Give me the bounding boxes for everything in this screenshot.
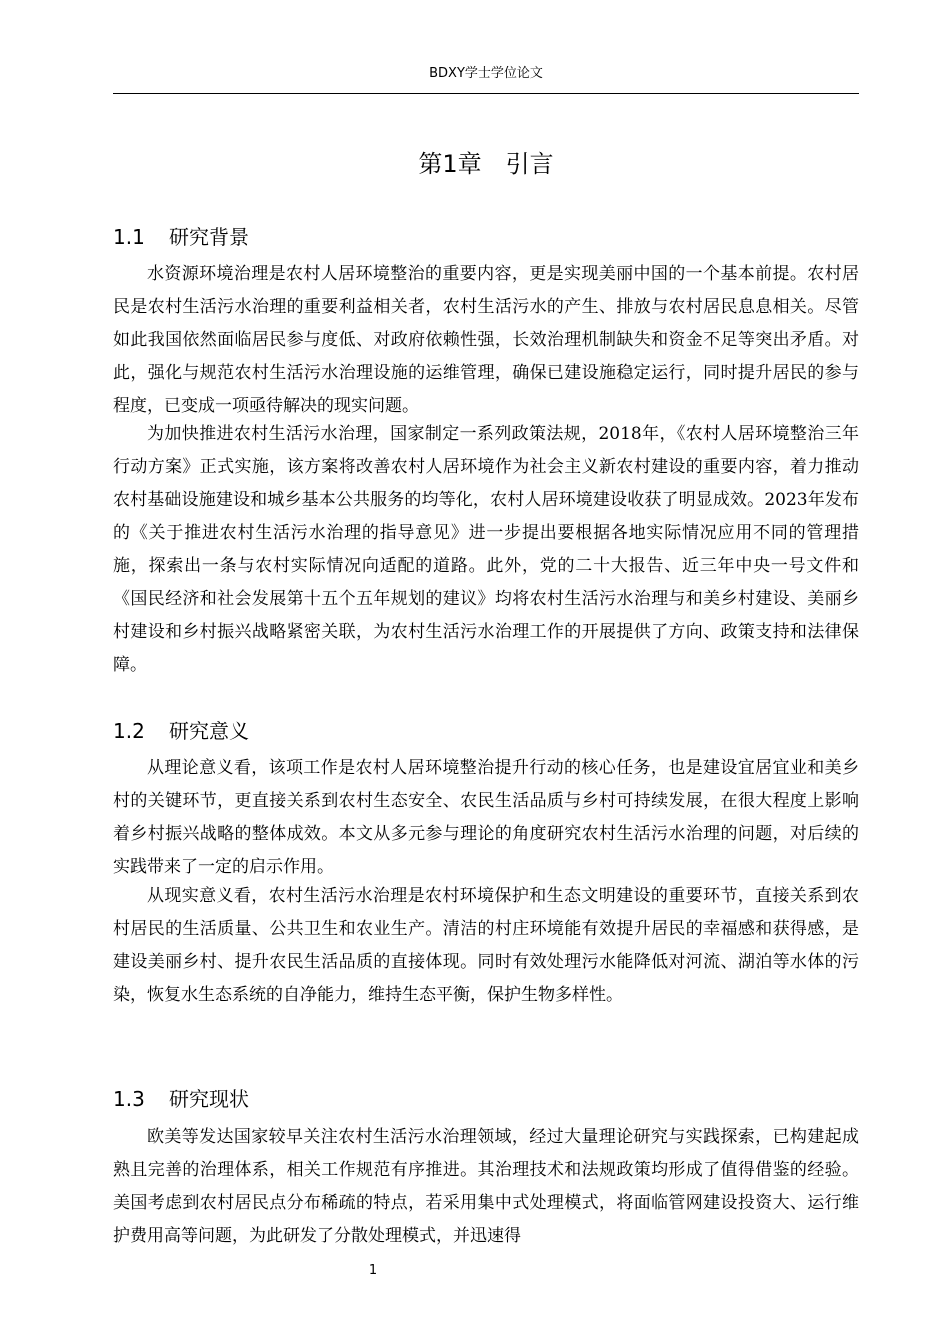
page-number: 1	[368, 1263, 378, 1278]
section-heading-1-1	[113, 221, 249, 250]
chapter-number: 第1章	[418, 150, 482, 178]
section-heading-1-3	[113, 1083, 249, 1112]
section-number: 1.2	[113, 719, 145, 743]
section-title: 研究现状	[169, 1087, 249, 1111]
chapter-name: 引言	[505, 150, 554, 178]
paragraph: 从现实意义看，农村生活污水治理是农村环境保护和生态文明建设的重要环节，直接关系到农村居民的生活质量、公共卫生和农业生产。清洁的村庄环境能有效提升居民的幸福感和获得感，是建设美丽乡村、提升农民生活品质的直接体现。同时有效处理污水能降低对河流、湖泊等水体的污染，恢复水生态系统的自净能力，维持生态平衡，保护生物多样性。	[113, 886, 859, 1005]
chapter-title	[113, 144, 859, 179]
paragraph: 从理论意义看，该项工作是农村人居环境整治提升行动的核心任务，也是建设宜居宜业和美乡村的关键环节，更直接关系到农村生态安全、农民生活品质与乡村可持续发展，在很大程度上影响着乡村振兴战略的整体成效。本文从多元参与理论的角度研究农村生活污水治理的问题，对后续的实践带来了一定的启示作用。	[113, 758, 859, 877]
paragraph: 水资源环境治理是农村人居环境整治的重要内容，更是实现美丽中国的一个基本前提。农村居民是农村生活污水治理的重要利益相关者，农村生活污水的产生、排放与农村居民息息相关。尽管如此我国依然面临居民参与度低、对政府依赖性强，长效治理机制缺失和资金不足等突出矛盾。对此，强化与规范农村生活污水治理设施的运维管理，确保已建设施稳定运行，同时提升居民的参与程度，已变成一项亟待解决的现实问题。	[113, 264, 859, 416]
section-title: 研究意义	[169, 719, 249, 743]
section-heading-1-2	[113, 715, 249, 744]
section-title: 研究背景	[169, 225, 249, 249]
paragraph: 为加快推进农村生活污水治理，国家制定一系列政策法规，2018年，《农村人居环境整治三年行动方案》正式实施，该方案将改善农村人居环境作为社会主义新农村建设的重要内容，着力推动农村基础设施建设和城乡基本公共服务的均等化，农村人居环境建设收获了明显成效。2023年发布的《关于推进农村生活污水治理的指导意见》进一步提出要根据各地实际情况应用不同的管理措施，探索出一条与农村实际情况向适配的道路。此外，党的二十大报告、近三年中央一号文件和《国民经济和社会发展第十五个五年规划的建议》均将农村生活污水治理与和美乡村建设、美丽乡村建设和乡村振兴战略紧密关联，为农村生活污水治理工作的开展提供了方向、政策支持和法律保障。	[113, 424, 859, 675]
page-header: BDXY学士学位论文	[429, 66, 543, 81]
section-number: 1.3	[113, 1087, 145, 1111]
paragraph: 欧美等发达国家较早关注农村生活污水治理领域，经过大量理论研究与实践探索，已构建起成熟且完善的治理体系，相关工作规范有序推进。其治理技术和法规政策均形成了值得借鉴的经验。美国考虑到农村居民点分布稀疏的特点，若采用集中式处理模式，将面临管网建设投资大、运行维护费用高等问题，为此研发了分散处理模式，并迅速得	[113, 1127, 859, 1246]
section-number: 1.1	[113, 225, 145, 249]
header-rule	[113, 93, 859, 94]
